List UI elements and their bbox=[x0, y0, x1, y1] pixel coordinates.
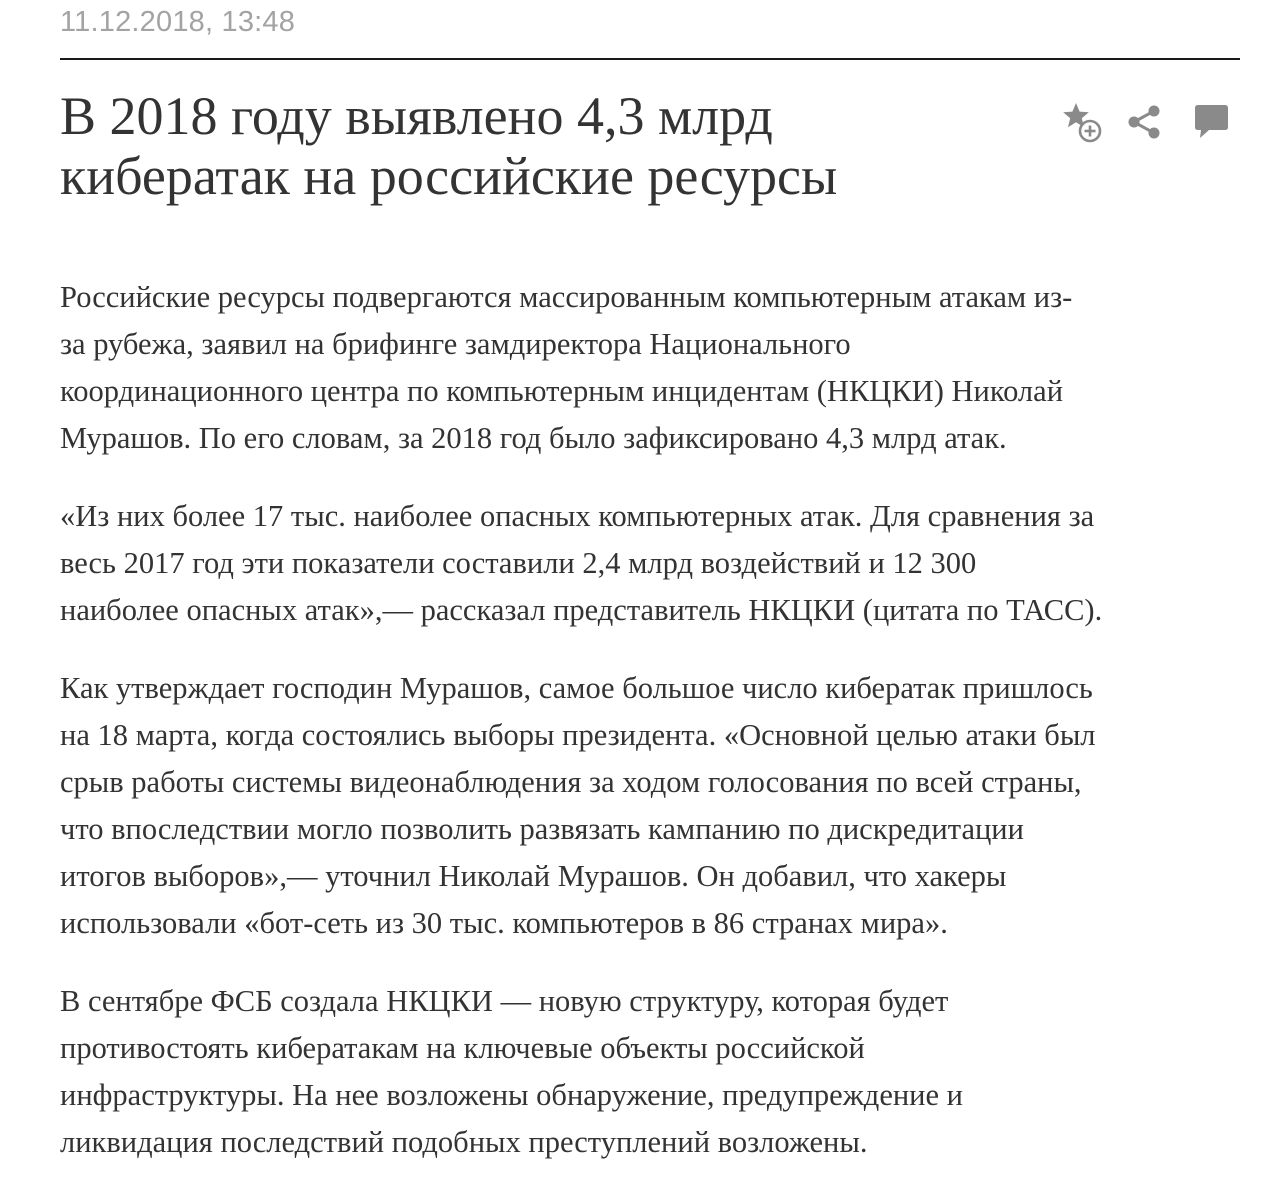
paragraph-line: Мурашов. По его словам, за 2018 год было зафиксировано 4,3 млрд атак. bbox=[60, 421, 1007, 455]
paragraph-line: В сентябре ФСБ создала НКЦКИ — новую структуру, которая будет bbox=[60, 984, 949, 1018]
headline-line: В 2018 году выявлено 4,3 млрд bbox=[60, 86, 773, 146]
paragraph-line: Как утверждает господин Мурашов, самое большое число кибератак пришлось bbox=[60, 671, 1093, 705]
paragraph-line: использовали «бот-сеть из 30 тыс. компьютеров в 86 странах мира». bbox=[60, 906, 948, 940]
article-body bbox=[60, 274, 1240, 1197]
article-paragraph bbox=[60, 274, 1240, 462]
paragraph-line: что впоследствии могло позволить развязать кампанию по дискредитации bbox=[60, 812, 1024, 846]
publish-timestamp: 11.12.2018, 13:48 bbox=[60, 6, 296, 38]
star-plus-icon bbox=[1062, 100, 1104, 144]
add-to-favorites-button[interactable] bbox=[1062, 100, 1104, 144]
paragraph-line: на 18 марта, когда состоялись выборы президента. «Основной целью атаки был bbox=[60, 718, 1096, 752]
paragraph-line: наиболее опасных атак»,— рассказал представитель НКЦКИ (цитата по ТАСС). bbox=[60, 593, 1103, 627]
paragraph-line: «Из них более 17 тыс. наиболее опасных компьютерных атак. Для сравнения за bbox=[60, 499, 1095, 533]
paragraph-line: ликвидация последствий подобных преступлений возложены. bbox=[60, 1125, 868, 1159]
comments-button[interactable] bbox=[1190, 100, 1232, 144]
headline-line: кибератак на российские ресурсы bbox=[60, 146, 838, 206]
paragraph-line: Российские ресурсы подвергаются массированным компьютерным атакам из- bbox=[60, 280, 1073, 314]
article-paragraph bbox=[60, 493, 1240, 634]
paragraph-line: за рубежа, заявил на брифинге замдиректора Национального bbox=[60, 327, 851, 361]
article-headline bbox=[60, 86, 1040, 206]
article-paragraph bbox=[60, 978, 1240, 1166]
paragraph-line: итогов выборов»,— уточнил Николай Мурашов. Он добавил, что хакеры bbox=[60, 859, 1007, 893]
share-icon bbox=[1124, 100, 1166, 144]
paragraph-line: инфраструктуры. На нее возложены обнаружение, предупреждение и bbox=[60, 1078, 963, 1112]
share-button[interactable] bbox=[1124, 100, 1166, 144]
paragraph-line: весь 2017 год эти показатели составили 2,4 млрд воздействий и 12 300 bbox=[60, 546, 977, 580]
article-actions bbox=[1062, 100, 1232, 144]
paragraph-line: координационного центра по компьютерным инцидентам (НКЦКИ) Николай bbox=[60, 374, 1064, 408]
comment-icon bbox=[1190, 100, 1232, 144]
paragraph-line: противостоять кибератакам на ключевые объекты российской bbox=[60, 1031, 865, 1065]
article-paragraph bbox=[60, 665, 1240, 947]
article-page bbox=[60, 0, 1240, 1182]
paragraph-line: срыв работы системы видеонаблюдения за ходом голосования по всей страны, bbox=[60, 765, 1082, 799]
header-divider bbox=[60, 58, 1240, 60]
